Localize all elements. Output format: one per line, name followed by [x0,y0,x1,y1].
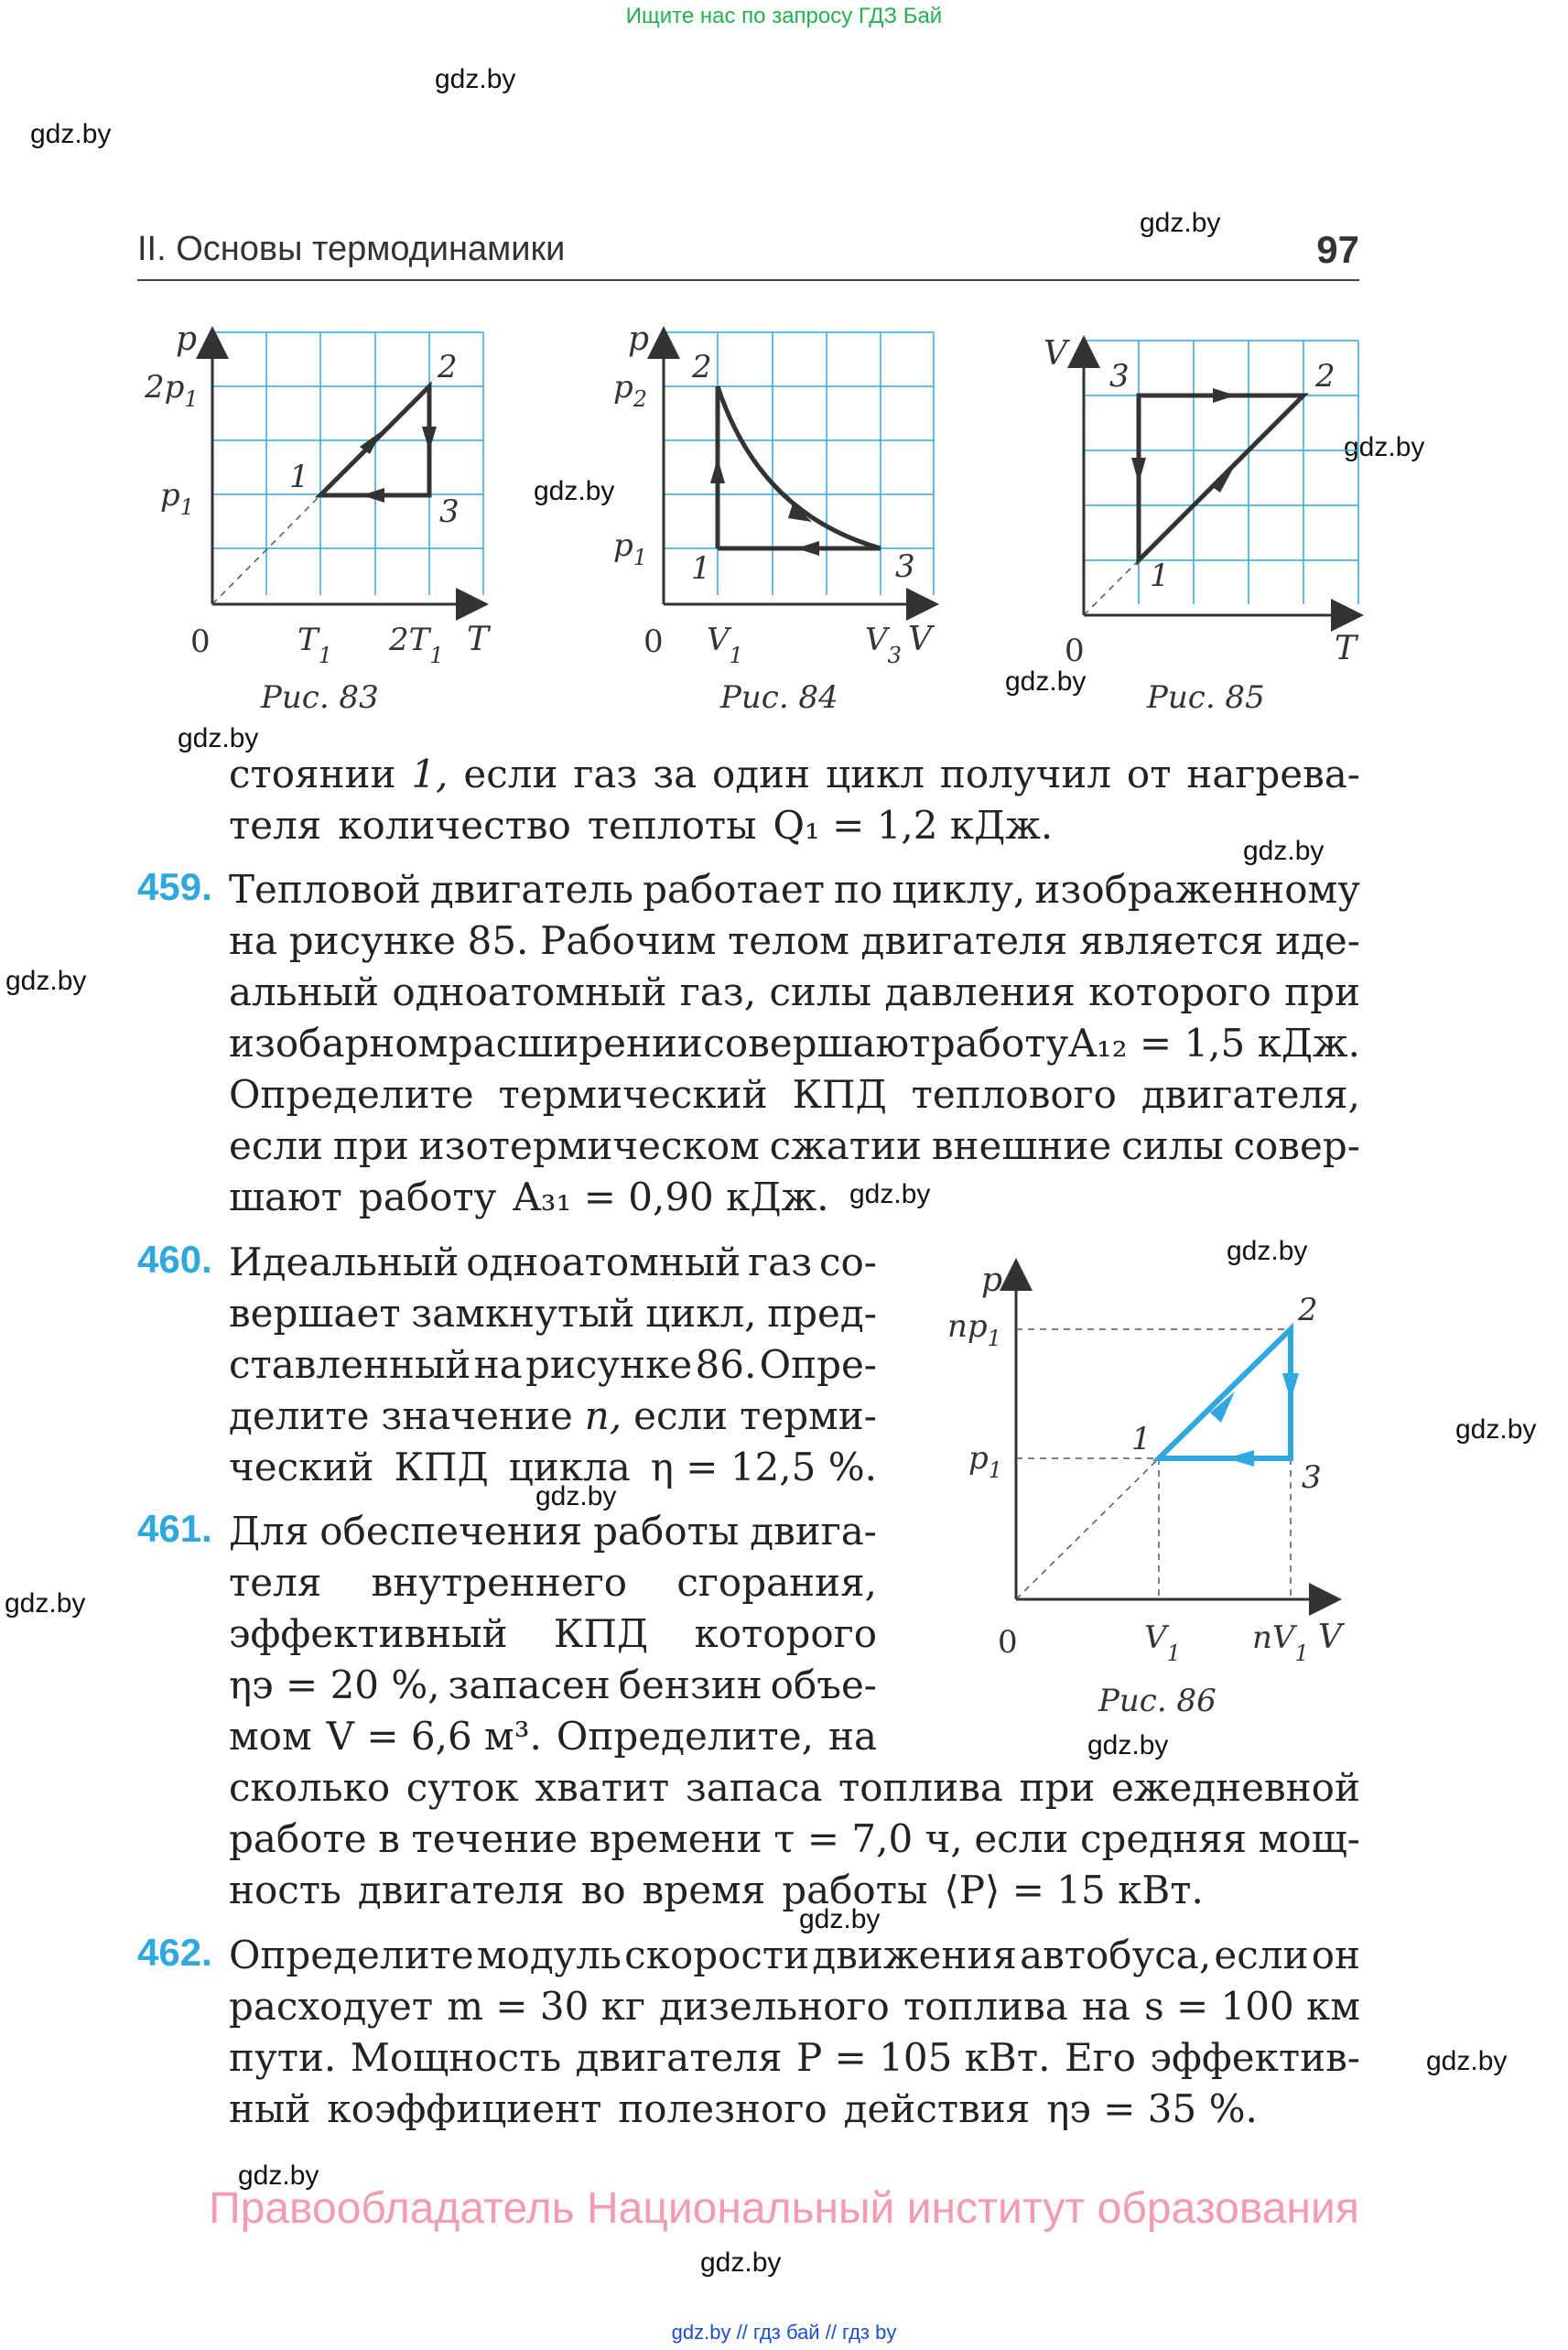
fig84-point-2: 2 [692,349,712,385]
fig83-tick-p1: p [160,477,180,514]
fig86-point-2: 2 [1298,1292,1318,1328]
watermark: gdz.by [1243,836,1325,866]
watermark: gdz.by [1005,666,1087,697]
arrow-icon [1213,388,1236,403]
arrow-icon [796,541,819,556]
fig83-x-label: T [467,621,490,658]
watermark: gdz.by [1087,1730,1169,1760]
svg-text:2T1: $2T_1$ [389,622,444,668]
fig85-x-label: T [1335,630,1357,667]
watermark: gdz.by [238,2160,319,2191]
watermark: gdz.by [1344,432,1425,462]
figure-84 [613,320,935,668]
chapter-title: II. Основы термодинамики [137,230,566,268]
fig84-x-label: V [908,621,932,658]
watermark: gdz.by [1227,1236,1308,1266]
arrow-icon [1131,458,1146,483]
svg-text:p2: $p_2$ [613,369,648,412]
fig86-origin: 0 [998,1624,1018,1661]
text-line: теля количество теплоты Q₁ = 1,2 кДж. [229,803,1054,848]
fig86-point-1: 1 [1131,1421,1152,1457]
arrow-icon [1282,1373,1299,1401]
fig86-point-3: 3 [1302,1459,1322,1496]
text-line: Для обеспечения работы двига- [229,1509,877,1554]
text-line: ность двигателя во время работы ⟨P⟩ = 15 кВт. [229,1868,1204,1912]
svg-text:p1: $p_1$ [160,477,195,520]
fig84-tick-p1: p [613,527,633,564]
svg-text:V1: $V_1$ [1144,1619,1181,1666]
top-search-note: Ищите нас по запросу ГДЗ Бай [625,4,943,28]
fig84-isotherm [718,386,881,548]
text-line: ставленный на рисунке 86. Опре- [229,1342,877,1387]
svg-text:T1: $T_1$ [297,622,332,668]
fig85-point-2: 2 [1315,358,1336,395]
fig86-y-label: p [981,1262,1003,1299]
arrow-icon [710,458,725,483]
fig84-origin: 0 [643,623,664,660]
watermark: gdz.by [1426,2046,1508,2076]
fig85-caption: Рис. 85 [1147,679,1265,716]
fig86-guides [1016,1329,1291,1599]
text-line: расходует m = 30 кг дизельного топлива на s = 100 км [229,1984,1360,2029]
svg-text:V1: $V_1$ [707,622,743,668]
text-line: ный коэффициент полезного действия ηэ = 35 %. [229,2086,1258,2131]
text-line: шают работу A₃₁ = 0,90 кДж. [229,1175,829,1219]
problem-number: 460. [137,1238,212,1281]
figure-83 [144,320,492,668]
svg-text:V3: $V_3$ [865,622,902,668]
svg-text:p1: $p_1$ [968,1440,1003,1483]
watermark: gdz.by [178,723,259,753]
fig84-tick-p2: p [613,369,633,406]
fig83-caption: Рис. 83 [261,679,379,716]
text-line: стоянии 1, если газ за один цикл получил от нагрева- [229,752,1360,796]
watermark: gdz.by [30,119,112,149]
problem-number: 461. [137,1507,212,1550]
bottom-links[interactable]: gdz.by // гдз бай // гдз by [671,2321,897,2344]
text-line: ηэ = 20 %, запасен бензин объе- [229,1662,877,1707]
fig85-dashed-line [1084,560,1139,615]
fig83-point-3: 3 [439,493,460,530]
fig85-origin: 0 [1065,633,1085,669]
text-line: сколько суток хватит запаса топлива при ежедневной [229,1765,1360,1810]
fig86-tick-V1: V [1144,1619,1167,1656]
watermark: gdz.by [1140,208,1221,238]
text-line: делите значение n, если терми- [229,1393,877,1438]
fig84-point-3: 3 [895,548,915,585]
text-line: вершает замкнутый цикл, пред- [229,1291,877,1336]
svg-text:np1: $np_1$ [947,1308,1001,1351]
svg-text:nV1: $nV_1$ [1252,1619,1309,1666]
page-number: 97 [1316,228,1359,271]
fig85-y-label: V [1044,335,1067,373]
figures-83-85 [0,0,1568,732]
arrow-icon [422,427,437,451]
text-line: Идеальный одноатомный газ со- [229,1240,877,1284]
watermark: gdz.by [1455,1414,1537,1445]
arrow-icon [362,488,384,503]
watermark: gdz.by [435,64,516,94]
fig84-tick-V3: V [865,622,888,658]
text-line: альный одноатомный газ, силы давления которого при [229,969,1360,1014]
arrow-icon [1227,1450,1254,1467]
watermark: gdz.by [700,2247,782,2278]
text-line: мом V = 6,6 м³. Определите, на [229,1714,877,1759]
fig83-point-2: 2 [438,349,458,385]
arrow-icon [1210,469,1233,493]
fig85-point-3: 3 [1109,358,1130,395]
fig83-tick-T1: T [297,622,319,658]
copyright-notice: Правообладатель Национальный институт образования [209,2184,1359,2233]
text-line: эффективный КПД которого [229,1611,877,1656]
text-line: Определите термический КПД теплового двигателя, [229,1072,1360,1117]
fig83-tick-2T1: 2T [389,622,430,658]
text-line: пути. Мощность двигателя P = 105 кВт. Его эффектив- [229,2035,1360,2080]
watermark: gdz.by [535,1481,617,1511]
figure-85 [1044,335,1359,669]
text-line: Тепловой двигатель работает по циклу, изображенному [229,867,1360,912]
watermark: gdz.by [5,966,87,996]
text-line: изобарном расширении совершают работу A₁₂ = 1,5 кДж. [229,1021,1360,1066]
fig84-point-1: 1 [691,550,711,587]
text-line: на рисунке 85. Рабочим телом двигателя является иде- [229,918,1360,963]
problem-number: 462. [137,1931,212,1974]
text-line: работе в течение времени τ = 7,0 ч, если средняя мощ- [229,1816,1360,1861]
fig86-tick-p1: p [968,1440,989,1477]
fig84-y-label: p [628,320,650,358]
fig84-tick-V1: V [707,622,730,658]
fig86-caption: Рис. 86 [1098,1683,1217,1719]
fig83-point-1: 1 [289,459,309,495]
fig86-tick-np1: np [947,1308,988,1345]
arrow-icon [1210,1392,1235,1423]
text-line: ческий КПД цикла η = 12,5 %. [229,1445,877,1489]
text-line: Определите модуль скорости движения автобуса, если он [229,1933,1360,1977]
fig86-x-label: V [1318,1619,1342,1656]
text-line: если при изотермическом сжатии внешние силы совер- [229,1123,1360,1168]
fig84-caption: Рис. 84 [720,679,838,716]
fig83-y-label: p [176,320,198,358]
fig83-tick-2p1: 2p [145,369,185,406]
text-line: теля внутреннего сгорания, [229,1560,877,1605]
fig86-tick-nV1: nV [1252,1619,1295,1656]
watermark: gdz.by [799,1904,881,1934]
watermark: gdz.by [849,1179,931,1209]
fig83-origin: 0 [190,623,211,660]
problem-number: 459. [137,865,212,908]
watermark: gdz.by [5,1588,86,1619]
svg-text:p1: $p_1$ [613,527,648,570]
svg-text:2p1: $2p_1$ [145,369,199,412]
watermark: gdz.by [534,476,615,506]
fig85-point-1: 1 [1150,558,1170,594]
fig86-cycle [1159,1329,1291,1458]
